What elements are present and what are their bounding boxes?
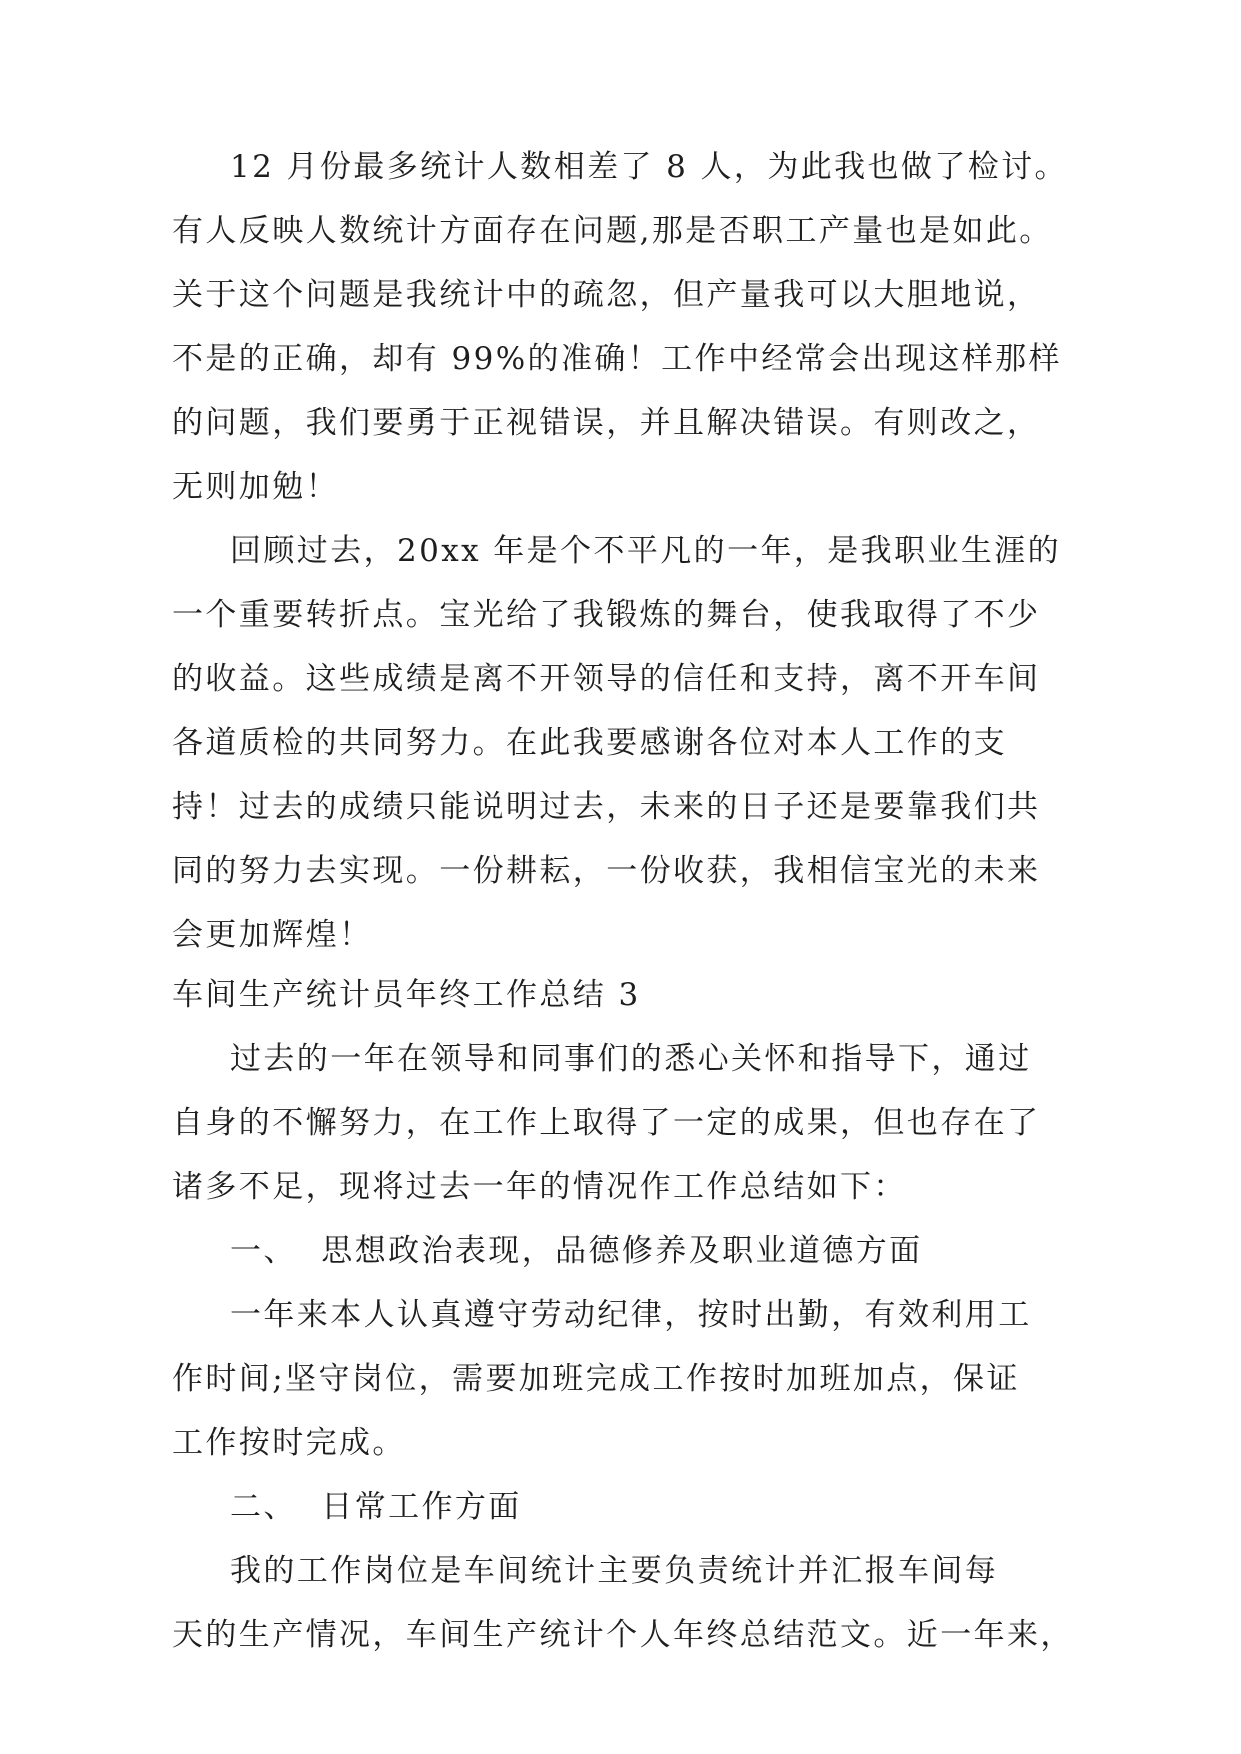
paragraph-line: 关于这个问题是我统计中的疏忽，但产量我可以大胆地说， (172, 277, 1041, 313)
paragraph-line: 工作按时完成。 (172, 1425, 406, 1461)
paragraph-line: 诸多不足，现将过去一年的情况作工作总结如下： (172, 1169, 907, 1205)
paragraph-line: 我的工作岗位是车间统计主要负责统计并汇报车间每 (230, 1553, 999, 1589)
paragraph-line: 12 月份最多统计人数相差了 8 人，为此我也做了检讨。 (230, 149, 1068, 185)
paragraph-line: 回顾过去，20xx 年是个不平凡的一年，是我职业生涯的 (230, 533, 1062, 569)
paragraph-line: 持！过去的成绩只能说明过去，未来的日子还是要靠我们共 (172, 789, 1041, 825)
paragraph-line: 会更加辉煌！ (172, 917, 373, 953)
paragraph-line: 有人反映人数统计方面存在问题,那是否职工产量也是如此。 (172, 213, 1053, 249)
paragraph-line: 自身的不懈努力，在工作上取得了一定的成果，但也存在了 (172, 1105, 1041, 1141)
paragraph-line: 天的生产情况，车间生产统计个人年终总结范文。近一年来， (172, 1617, 1074, 1653)
paragraph-line: 不是的正确，却有 99%的准确！工作中经常会出现这样那样 (172, 341, 1062, 377)
paragraph-line: 同的努力去实现。一份耕耘，一份收获，我相信宝光的未来 (172, 853, 1041, 889)
paragraph-line: 过去的一年在领导和同事们的悉心关怀和指导下，通过 (230, 1041, 1032, 1077)
paragraph-line: 一年来本人认真遵守劳动纪律，按时出勤，有效利用工 (230, 1297, 1032, 1333)
paragraph-line: 的问题，我们要勇于正视错误，并且解决错误。有则改之， (172, 405, 1041, 441)
paragraph-line: 无则加勉！ (172, 469, 339, 505)
subsection-heading: 二、 日常工作方面 (230, 1489, 522, 1525)
paragraph-line: 作时间;坚守岗位，需要加班完成工作按时加班加点，保证 (172, 1361, 1020, 1397)
paragraph-line: 的收益。这些成绩是离不开领导的信任和支持，离不开车间 (172, 661, 1041, 697)
paragraph-line: 各道质检的共同努力。在此我要感谢各位对本人工作的支 (172, 725, 1007, 761)
paragraph-line: 一个重要转折点。宝光给了我锻炼的舞台，使我取得了不少 (172, 597, 1041, 633)
section-heading: 车间生产统计员年终工作总结 3 (172, 977, 641, 1013)
subsection-heading: 一、 思想政治表现，品德修养及职业道德方面 (230, 1233, 923, 1269)
